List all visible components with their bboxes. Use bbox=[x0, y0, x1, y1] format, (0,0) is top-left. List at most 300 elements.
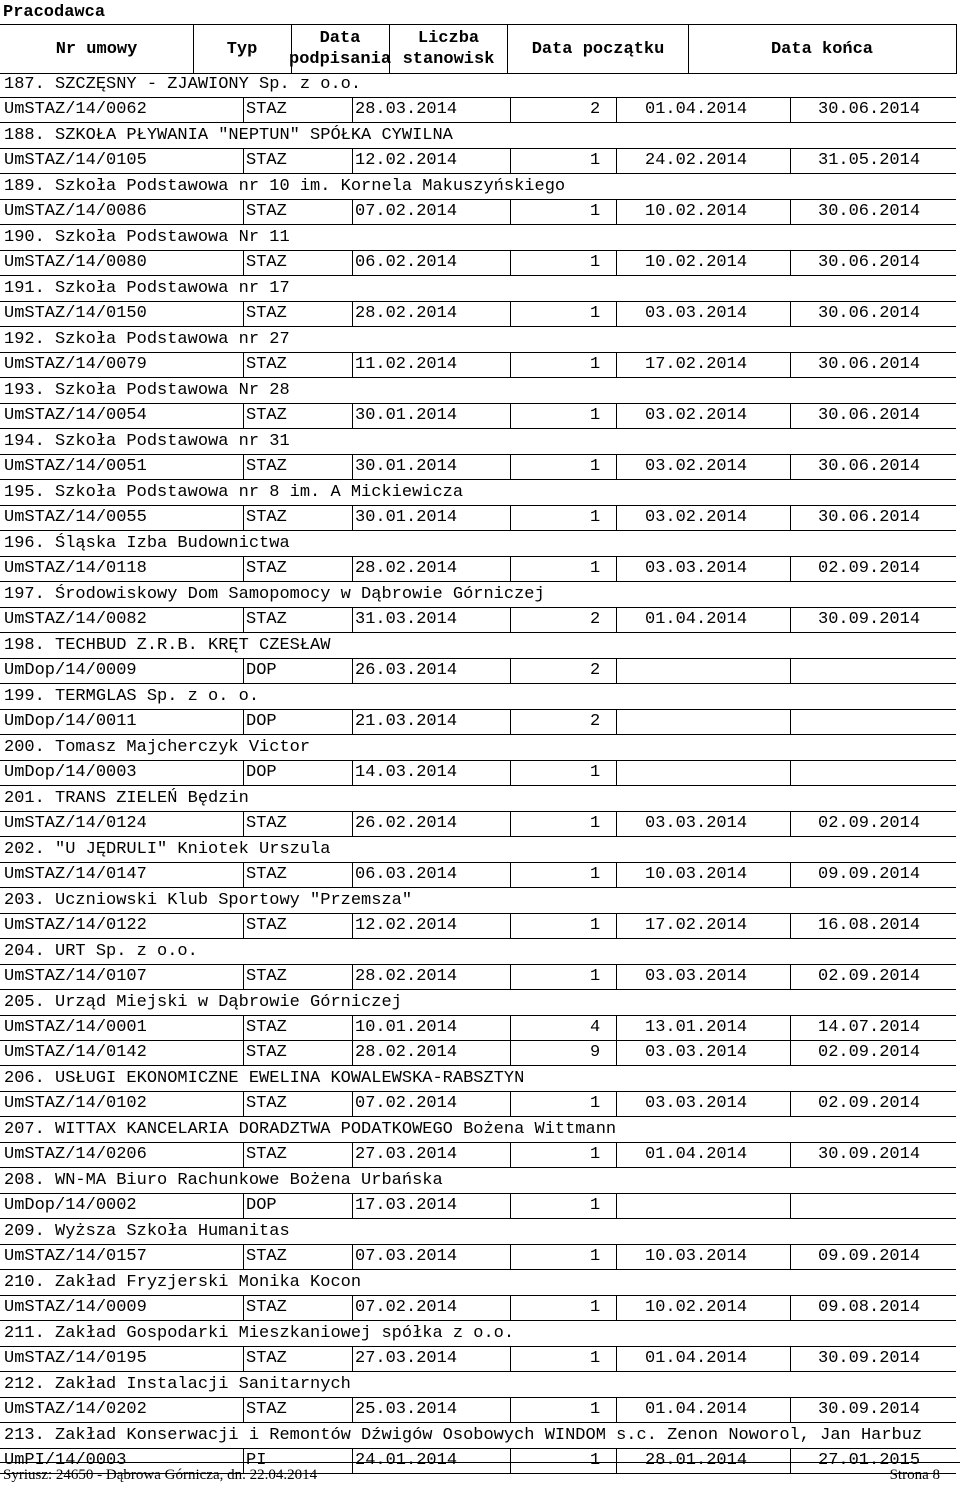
contract-number: UmSTAZ/14/0142 bbox=[4, 1043, 147, 1062]
employer-record bbox=[0, 990, 956, 1066]
end-date: 30.06.2014 bbox=[818, 202, 921, 221]
end-date: 30.06.2014 bbox=[818, 100, 921, 119]
column-divider bbox=[243, 1245, 244, 1269]
column-divider bbox=[243, 98, 244, 122]
contract-number: UmSTAZ/14/0122 bbox=[4, 916, 147, 935]
column-divider bbox=[616, 302, 617, 326]
column-divider bbox=[790, 404, 791, 428]
column-divider bbox=[510, 1041, 511, 1065]
column-divider bbox=[243, 761, 244, 785]
column-divider bbox=[790, 200, 791, 224]
employer-record bbox=[0, 1321, 956, 1372]
employer-name: 189. Szkoła Podstawowa nr 10 im. Kornela Makuszyńskiego bbox=[4, 177, 566, 196]
column-divider bbox=[790, 1143, 791, 1167]
contract-row bbox=[0, 658, 956, 683]
column-divider bbox=[510, 1143, 511, 1167]
col-header-data-podpisania: Data podpisania bbox=[291, 25, 390, 73]
contract-type: STAZ bbox=[246, 916, 287, 935]
column-divider bbox=[790, 1092, 791, 1116]
employer-record bbox=[0, 531, 956, 582]
col-header-data-poczatku: Data początku bbox=[508, 25, 689, 73]
column-divider bbox=[510, 353, 511, 377]
column-divider bbox=[616, 404, 617, 428]
sign-date: 28.02.2014 bbox=[355, 1043, 458, 1062]
employer-name: 201. TRANS ZIELEŃ Będzin bbox=[4, 789, 249, 808]
contract-number: UmSTAZ/14/0001 bbox=[4, 1018, 147, 1037]
contract-type: STAZ bbox=[246, 1298, 287, 1317]
contract-row bbox=[0, 403, 956, 428]
column-divider bbox=[616, 710, 617, 734]
column-divider bbox=[790, 1398, 791, 1422]
contract-row bbox=[0, 760, 956, 785]
column-divider bbox=[790, 1245, 791, 1269]
column-divider bbox=[616, 98, 617, 122]
end-date: 02.09.2014 bbox=[818, 1094, 921, 1113]
employer-record bbox=[0, 888, 956, 939]
column-divider bbox=[510, 1016, 511, 1040]
contract-number: UmSTAZ/14/0107 bbox=[4, 967, 147, 986]
column-divider bbox=[510, 914, 511, 938]
column-divider bbox=[790, 608, 791, 632]
contract-row bbox=[0, 199, 956, 224]
start-date: 01.04.2014 bbox=[645, 100, 748, 119]
column-divider bbox=[243, 251, 244, 275]
column-divider bbox=[243, 1143, 244, 1167]
employer-record bbox=[0, 225, 956, 276]
employer-name: 191. Szkoła Podstawowa nr 17 bbox=[4, 279, 290, 298]
positions-count: 1 bbox=[590, 1094, 601, 1113]
contract-number: UmSTAZ/14/0118 bbox=[4, 559, 147, 578]
sign-date: 28.02.2014 bbox=[355, 559, 458, 578]
contract-row bbox=[0, 352, 956, 377]
contract-type: STAZ bbox=[246, 151, 287, 170]
employer-record bbox=[0, 72, 956, 123]
contract-row bbox=[0, 1193, 956, 1218]
contract-type: DOP bbox=[246, 1196, 277, 1215]
column-divider bbox=[352, 557, 353, 581]
positions-count: 1 bbox=[590, 1451, 601, 1470]
sign-date: 30.01.2014 bbox=[355, 457, 458, 476]
employer-name: 212. Zakład Instalacji Sanitarnych bbox=[4, 1375, 351, 1394]
employer-record bbox=[0, 1168, 956, 1219]
col-header-data-konca: Data końca bbox=[770, 39, 874, 59]
contract-number: UmSTAZ/14/0054 bbox=[4, 406, 147, 425]
sign-date: 28.02.2014 bbox=[355, 967, 458, 986]
contract-row bbox=[0, 1295, 956, 1320]
employer-name: 192. Szkoła Podstawowa nr 27 bbox=[4, 330, 290, 349]
positions-count: 1 bbox=[590, 814, 601, 833]
column-divider bbox=[352, 200, 353, 224]
contract-row bbox=[0, 505, 956, 530]
column-divider bbox=[510, 557, 511, 581]
employer-name: 204. URT Sp. z o.o. bbox=[4, 942, 198, 961]
contract-type: STAZ bbox=[246, 508, 287, 527]
positions-count: 1 bbox=[590, 1247, 601, 1266]
column-divider bbox=[790, 302, 791, 326]
column-divider bbox=[790, 353, 791, 377]
contract-number: UmDop/14/0002 bbox=[4, 1196, 137, 1215]
contract-type: STAZ bbox=[246, 1094, 287, 1113]
column-divider bbox=[352, 710, 353, 734]
employer-name: 198. TECHBUD Z.R.B. KRĘT CZESŁAW bbox=[4, 636, 331, 655]
column-divider bbox=[352, 1143, 353, 1167]
start-date: 13.01.2014 bbox=[645, 1018, 748, 1037]
column-divider bbox=[510, 1398, 511, 1422]
end-date: 30.06.2014 bbox=[818, 304, 921, 323]
employer-name: 197. Środowiskowy Dom Samopomocy w Dąbrowie Górniczej bbox=[4, 585, 545, 604]
start-date: 03.02.2014 bbox=[645, 508, 748, 527]
page-number: Strona 8 bbox=[889, 1467, 940, 1483]
employer-record bbox=[0, 327, 956, 378]
positions-count: 1 bbox=[590, 559, 601, 578]
sign-date: 21.03.2014 bbox=[355, 712, 458, 731]
contract-type: STAZ bbox=[246, 355, 287, 374]
sign-date: 26.02.2014 bbox=[355, 814, 458, 833]
end-date: 27.01.2015 bbox=[818, 1451, 921, 1470]
contract-type: STAZ bbox=[246, 610, 287, 629]
employer-record bbox=[0, 735, 956, 786]
column-divider bbox=[510, 1092, 511, 1116]
employer-record bbox=[0, 582, 956, 633]
employer-record bbox=[0, 378, 956, 429]
contract-number: UmSTAZ/14/0150 bbox=[4, 304, 147, 323]
contract-type: STAZ bbox=[246, 814, 287, 833]
column-divider bbox=[243, 1092, 244, 1116]
start-date: 10.03.2014 bbox=[645, 865, 748, 884]
column-divider bbox=[352, 965, 353, 989]
table-header bbox=[0, 24, 957, 74]
column-divider bbox=[616, 149, 617, 173]
contract-type: STAZ bbox=[246, 1349, 287, 1368]
contract-row bbox=[0, 709, 956, 734]
column-divider bbox=[243, 149, 244, 173]
contract-row bbox=[0, 607, 956, 632]
positions-count: 1 bbox=[590, 1298, 601, 1317]
column-divider bbox=[352, 1041, 353, 1065]
employer-record bbox=[0, 1117, 956, 1168]
column-divider bbox=[352, 1245, 353, 1269]
column-divider bbox=[616, 761, 617, 785]
employer-record bbox=[0, 1270, 956, 1321]
end-date: 09.08.2014 bbox=[818, 1298, 921, 1317]
end-date: 02.09.2014 bbox=[818, 967, 921, 986]
contract-number: UmDop/14/0003 bbox=[4, 763, 137, 782]
contract-type: STAZ bbox=[246, 1247, 287, 1266]
contract-number: UmSTAZ/14/0105 bbox=[4, 151, 147, 170]
start-date: 10.02.2014 bbox=[645, 202, 748, 221]
sign-date: 31.03.2014 bbox=[355, 610, 458, 629]
contract-row bbox=[0, 556, 956, 581]
column-divider bbox=[790, 965, 791, 989]
positions-count: 1 bbox=[590, 865, 601, 884]
start-date: 03.03.2014 bbox=[645, 814, 748, 833]
contract-row bbox=[0, 1244, 956, 1269]
column-divider bbox=[790, 98, 791, 122]
column-divider bbox=[510, 404, 511, 428]
contract-number: UmSTAZ/14/0055 bbox=[4, 508, 147, 527]
column-divider bbox=[616, 659, 617, 683]
employer-name: 202. "U JĘDRULI" Kniotek Urszula bbox=[4, 840, 331, 859]
column-divider bbox=[352, 659, 353, 683]
employer-record bbox=[0, 939, 956, 990]
end-date: 30.09.2014 bbox=[818, 1145, 921, 1164]
contract-number: UmSTAZ/14/0102 bbox=[4, 1094, 147, 1113]
employer-record bbox=[0, 684, 956, 735]
column-divider bbox=[510, 659, 511, 683]
column-divider bbox=[352, 1296, 353, 1320]
contract-type: STAZ bbox=[246, 457, 287, 476]
column-divider bbox=[243, 302, 244, 326]
column-divider bbox=[243, 353, 244, 377]
end-date: 30.09.2014 bbox=[818, 1349, 921, 1368]
positions-count: 9 bbox=[590, 1043, 601, 1062]
column-divider bbox=[510, 1347, 511, 1371]
column-divider bbox=[243, 1041, 244, 1065]
column-divider bbox=[616, 353, 617, 377]
end-date: 16.08.2014 bbox=[818, 916, 921, 935]
end-date: 30.06.2014 bbox=[818, 253, 921, 272]
col-header-typ: Typ bbox=[193, 25, 292, 73]
sign-date: 17.03.2014 bbox=[355, 1196, 458, 1215]
column-divider bbox=[790, 251, 791, 275]
positions-count: 1 bbox=[590, 1349, 601, 1368]
col-header-nr-umowy: Nr umowy bbox=[0, 25, 194, 73]
column-divider bbox=[352, 1092, 353, 1116]
column-divider bbox=[243, 404, 244, 428]
employer-name: 199. TERMGLAS Sp. z o. o. bbox=[4, 687, 260, 706]
contract-number: UmPI/14/0003 bbox=[4, 1451, 127, 1470]
sign-date: 27.03.2014 bbox=[355, 1145, 458, 1164]
sign-date: 12.02.2014 bbox=[355, 151, 458, 170]
employer-name: 195. Szkoła Podstawowa nr 8 im. A Mickiewicza bbox=[4, 483, 464, 502]
contract-number: UmSTAZ/14/0080 bbox=[4, 253, 147, 272]
contract-type: STAZ bbox=[246, 559, 287, 578]
contract-type: STAZ bbox=[246, 253, 287, 272]
column-divider bbox=[510, 812, 511, 836]
end-date: 30.06.2014 bbox=[818, 406, 921, 425]
contract-number: UmDop/14/0011 bbox=[4, 712, 137, 731]
start-date: 03.03.2014 bbox=[645, 1094, 748, 1113]
column-divider bbox=[352, 353, 353, 377]
sign-date: 12.02.2014 bbox=[355, 916, 458, 935]
column-divider bbox=[790, 149, 791, 173]
column-divider bbox=[790, 455, 791, 479]
end-date: 02.09.2014 bbox=[818, 1043, 921, 1062]
column-divider bbox=[243, 1398, 244, 1422]
column-divider bbox=[352, 506, 353, 530]
contract-type: STAZ bbox=[246, 865, 287, 884]
employer-record bbox=[0, 123, 956, 174]
col-header-liczba-stanowisk: Liczba stanowisk bbox=[390, 25, 508, 73]
column-divider bbox=[510, 965, 511, 989]
contract-row bbox=[0, 1040, 956, 1065]
column-divider bbox=[616, 1398, 617, 1422]
column-divider bbox=[243, 863, 244, 887]
column-divider bbox=[510, 863, 511, 887]
column-divider bbox=[616, 1194, 617, 1218]
employer-name: 188. SZKOŁA PŁYWANIA "NEPTUN" SPÓŁKA CYWILNA bbox=[4, 126, 453, 145]
contract-type: STAZ bbox=[246, 1145, 287, 1164]
column-divider bbox=[616, 1296, 617, 1320]
column-divider bbox=[243, 965, 244, 989]
page-footer bbox=[0, 1462, 960, 1485]
footer-source: Syriusz: 24650 - Dąbrowa Górnicza, dn. 22.04.2014 bbox=[3, 1467, 318, 1483]
column-divider bbox=[352, 608, 353, 632]
start-date: 28.01.2014 bbox=[645, 1451, 748, 1470]
column-divider bbox=[352, 863, 353, 887]
column-divider bbox=[790, 710, 791, 734]
positions-count: 2 bbox=[590, 712, 601, 731]
employer-name: 205. Urząd Miejski w Dąbrowie Górniczej bbox=[4, 993, 402, 1012]
contract-row bbox=[0, 964, 956, 989]
contract-row bbox=[0, 913, 956, 938]
start-date: 01.04.2014 bbox=[645, 1349, 748, 1368]
positions-count: 1 bbox=[590, 151, 601, 170]
employer-name: 211. Zakład Gospodarki Mieszkaniowej spółka z o.o. bbox=[4, 1324, 515, 1343]
column-divider bbox=[352, 1016, 353, 1040]
employer-list bbox=[0, 72, 956, 1474]
start-date: 01.04.2014 bbox=[645, 1145, 748, 1164]
start-date: 17.02.2014 bbox=[645, 355, 748, 374]
contract-row bbox=[0, 250, 956, 275]
contract-type: STAZ bbox=[246, 202, 287, 221]
sign-date: 14.03.2014 bbox=[355, 763, 458, 782]
column-divider bbox=[510, 302, 511, 326]
sign-date: 27.03.2014 bbox=[355, 1349, 458, 1368]
start-date: 24.02.2014 bbox=[645, 151, 748, 170]
contract-number: UmSTAZ/14/0147 bbox=[4, 865, 147, 884]
sign-date: 30.01.2014 bbox=[355, 406, 458, 425]
contract-row bbox=[0, 1142, 956, 1167]
contract-row bbox=[0, 811, 956, 836]
end-date: 14.07.2014 bbox=[818, 1018, 921, 1037]
column-divider bbox=[352, 149, 353, 173]
positions-count: 4 bbox=[590, 1018, 601, 1037]
column-divider bbox=[790, 1296, 791, 1320]
sign-date: 11.02.2014 bbox=[355, 355, 458, 374]
end-date: 02.09.2014 bbox=[818, 814, 921, 833]
employer-record bbox=[0, 633, 956, 684]
sign-date: 06.03.2014 bbox=[355, 865, 458, 884]
column-divider bbox=[510, 1194, 511, 1218]
sign-date: 10.01.2014 bbox=[355, 1018, 458, 1037]
start-date: 03.03.2014 bbox=[645, 304, 748, 323]
column-divider bbox=[243, 200, 244, 224]
contract-row bbox=[0, 862, 956, 887]
sign-date: 07.03.2014 bbox=[355, 1247, 458, 1266]
column-divider bbox=[243, 914, 244, 938]
column-divider bbox=[352, 404, 353, 428]
column-divider bbox=[510, 98, 511, 122]
start-date: 03.03.2014 bbox=[645, 559, 748, 578]
column-divider bbox=[790, 1194, 791, 1218]
positions-count: 1 bbox=[590, 253, 601, 272]
column-divider bbox=[790, 1347, 791, 1371]
employer-name: 190. Szkoła Podstawowa Nr 11 bbox=[4, 228, 290, 247]
column-divider bbox=[616, 1092, 617, 1116]
contract-row bbox=[0, 1091, 956, 1116]
contract-row bbox=[0, 97, 956, 122]
end-date: 30.06.2014 bbox=[818, 508, 921, 527]
column-divider bbox=[352, 761, 353, 785]
column-divider bbox=[352, 1347, 353, 1371]
end-date: 30.09.2014 bbox=[818, 1400, 921, 1419]
column-divider bbox=[790, 761, 791, 785]
contract-type: DOP bbox=[246, 712, 277, 731]
contract-number: UmSTAZ/14/0051 bbox=[4, 457, 147, 476]
column-divider bbox=[616, 1245, 617, 1269]
column-divider bbox=[616, 251, 617, 275]
column-divider bbox=[616, 1143, 617, 1167]
end-date: 30.06.2014 bbox=[818, 457, 921, 476]
contract-type: STAZ bbox=[246, 967, 287, 986]
positions-count: 1 bbox=[590, 202, 601, 221]
positions-count: 1 bbox=[590, 457, 601, 476]
sign-date: 26.03.2014 bbox=[355, 661, 458, 680]
end-date: 02.09.2014 bbox=[818, 559, 921, 578]
contract-number: UmSTAZ/14/0009 bbox=[4, 1298, 147, 1317]
employer-name: 209. Wyższa Szkoła Humanitas bbox=[4, 1222, 290, 1241]
positions-count: 1 bbox=[590, 763, 601, 782]
employer-name: 187. SZCZĘSNY - ZJAWIONY Sp. z o.o. bbox=[4, 75, 362, 94]
employer-record bbox=[0, 1372, 956, 1423]
contract-type: PI bbox=[246, 1451, 267, 1470]
column-divider bbox=[243, 812, 244, 836]
column-divider bbox=[510, 608, 511, 632]
sign-date: 07.02.2014 bbox=[355, 202, 458, 221]
column-divider bbox=[616, 608, 617, 632]
column-divider bbox=[243, 710, 244, 734]
section-title: Pracodawca bbox=[3, 3, 106, 22]
employer-record bbox=[0, 1066, 956, 1117]
employer-record bbox=[0, 429, 956, 480]
column-divider bbox=[616, 455, 617, 479]
positions-count: 1 bbox=[590, 355, 601, 374]
contract-number: UmSTAZ/14/0082 bbox=[4, 610, 147, 629]
sign-date: 28.02.2014 bbox=[355, 304, 458, 323]
positions-count: 1 bbox=[590, 916, 601, 935]
contract-type: STAZ bbox=[246, 304, 287, 323]
column-divider bbox=[510, 1296, 511, 1320]
start-date: 10.02.2014 bbox=[645, 1298, 748, 1317]
column-divider bbox=[243, 506, 244, 530]
column-divider bbox=[510, 200, 511, 224]
employer-record bbox=[0, 786, 956, 837]
column-divider bbox=[243, 1016, 244, 1040]
start-date: 03.02.2014 bbox=[645, 406, 748, 425]
sign-date: 28.03.2014 bbox=[355, 100, 458, 119]
column-divider bbox=[790, 863, 791, 887]
column-divider bbox=[352, 1194, 353, 1218]
column-divider bbox=[790, 1041, 791, 1065]
employer-name: 193. Szkoła Podstawowa Nr 28 bbox=[4, 381, 290, 400]
column-divider bbox=[510, 149, 511, 173]
positions-count: 1 bbox=[590, 1196, 601, 1215]
column-divider bbox=[616, 812, 617, 836]
contract-row bbox=[0, 454, 956, 479]
employer-name: 213. Zakład Konserwacji i Remontów Dźwigów Osobowych WINDOM s.c. Zenon Noworol, Jan Harbuz bbox=[4, 1426, 923, 1445]
column-divider bbox=[510, 710, 511, 734]
column-divider bbox=[243, 1296, 244, 1320]
employer-name: 203. Uczniowski Klub Sportowy "Przemsza" bbox=[4, 891, 413, 910]
sign-date: 30.01.2014 bbox=[355, 508, 458, 527]
employer-name: 208. WN-MA Biuro Rachunkowe Bożena Urbańska bbox=[4, 1171, 443, 1190]
positions-count: 1 bbox=[590, 508, 601, 527]
sign-date: 06.02.2014 bbox=[355, 253, 458, 272]
contract-number: UmSTAZ/14/0206 bbox=[4, 1145, 147, 1164]
column-divider bbox=[243, 455, 244, 479]
start-date: 10.02.2014 bbox=[645, 253, 748, 272]
